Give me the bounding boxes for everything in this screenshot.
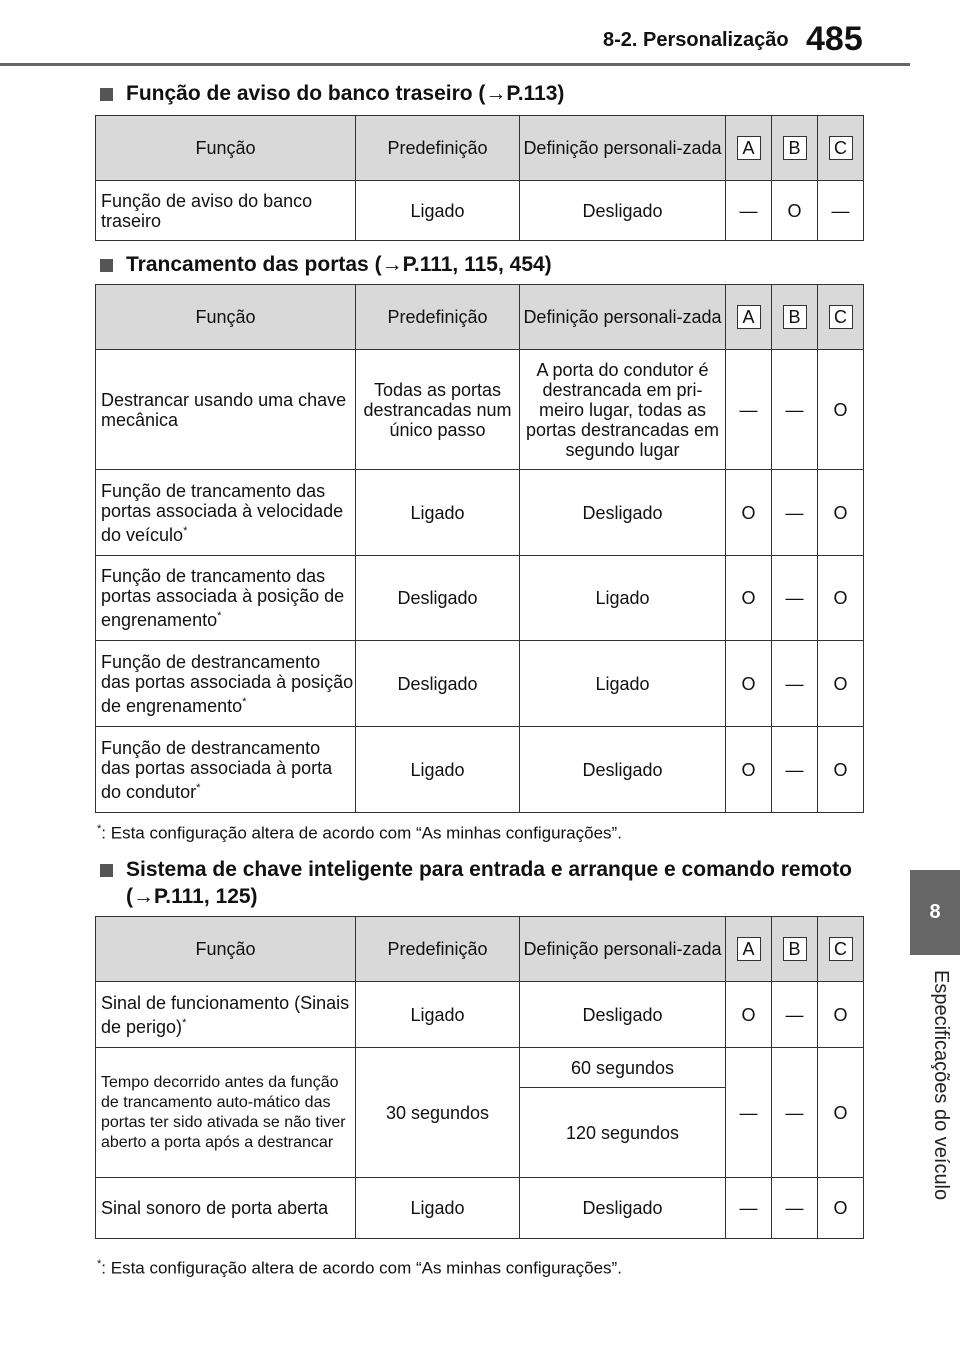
cell-b: O: [772, 181, 818, 241]
header-c: [818, 285, 864, 350]
cell-predef: 30 segundos: [356, 1048, 520, 1178]
cell-b: —: [772, 350, 818, 470]
table-header-row: [96, 116, 864, 181]
header-a: [726, 285, 772, 350]
cell-predef: Ligado: [356, 1178, 520, 1239]
cell-a: O: [726, 641, 772, 727]
cell-funcao: Sinal sonoro de porta aberta: [96, 1178, 356, 1239]
cell-predef: Todas as portas destrancadas num único passo: [356, 350, 520, 470]
footnote-marker: *: [196, 781, 201, 794]
table-row: [96, 1178, 864, 1239]
section-title-rear-seat: Função de aviso do banco traseiro (→P.113): [100, 80, 800, 107]
table-header-row: [96, 917, 864, 982]
cell-predef: Desligado: [356, 641, 520, 727]
cell-c: O: [818, 556, 864, 641]
header-c: [818, 116, 864, 181]
rear-seat-table: [95, 115, 864, 241]
cell-def: Ligado: [520, 556, 726, 641]
cell-a: —: [726, 181, 772, 241]
cell-c: O: [818, 982, 864, 1048]
chapter-tab: 8: [910, 870, 960, 955]
page-header: [0, 0, 910, 64]
cell-def-alt: 120 segundos: [520, 1088, 726, 1178]
cell-predef: Ligado: [356, 727, 520, 813]
cell-def: A porta do condutor é destrancada em pri-meiro lugar, todas as portas destrancadas em segundo lugar: [520, 350, 726, 470]
door-lock-table: [95, 284, 864, 813]
letter-c-badge: C: [829, 305, 853, 329]
letter-a-badge: A: [737, 136, 761, 160]
header-a: [726, 917, 772, 982]
letter-a-badge: A: [737, 305, 761, 329]
cell-a: O: [726, 470, 772, 556]
letter-b-badge: B: [783, 937, 807, 961]
letter-b-badge: B: [783, 136, 807, 160]
header-c: [818, 917, 864, 982]
header-funcao: Função: [96, 285, 356, 350]
header-predefinicao: Predefinição: [356, 917, 520, 982]
cell-def: Desligado: [520, 181, 726, 241]
cell-def: Desligado: [520, 470, 726, 556]
section-title-smart-key: Sistema de chave inteligente para entrada e arranque e comando remoto (→P.111, 125): [100, 856, 880, 910]
cell-c: O: [818, 1178, 864, 1239]
letter-c-badge: C: [829, 937, 853, 961]
cell-a: O: [726, 727, 772, 813]
cell-a: —: [726, 350, 772, 470]
square-bullet-icon: [100, 88, 113, 101]
cell-c: O: [818, 470, 864, 556]
page-number: 485: [806, 20, 863, 58]
cell-funcao: Função de trancamento das portas associada à velocidade do veículo*: [96, 470, 356, 556]
header-funcao: Função: [96, 917, 356, 982]
cell-b: —: [772, 982, 818, 1048]
footnote-marker: *: [217, 610, 222, 622]
cell-funcao: Função de destrancamento das portas associada à posição de engrenamento*: [96, 641, 356, 727]
section-heading: 8-2. Personalização: [603, 29, 789, 51]
cell-funcao: Destrancar usando uma chave mecânica: [96, 350, 356, 470]
header-definicao: Definição personali-zada: [520, 285, 726, 350]
table-row: [96, 641, 864, 727]
cell-a: —: [726, 1178, 772, 1239]
cell-def: Desligado: [520, 727, 726, 813]
header-a: [726, 116, 772, 181]
header-definicao: Definição personali-zada: [520, 116, 726, 181]
letter-c-badge: C: [829, 136, 853, 160]
chapter-label: Especificações do veículo: [930, 970, 952, 1201]
header-b: [772, 116, 818, 181]
cell-b: —: [772, 1178, 818, 1239]
cell-b: —: [772, 470, 818, 556]
table-row: [96, 181, 864, 241]
cell-funcao: Função de trancamento das portas associada à posição de engrenamento*: [96, 556, 356, 641]
cell-predef: Ligado: [356, 470, 520, 556]
square-bullet-icon: [100, 259, 113, 272]
header-predefinicao: Predefinição: [356, 285, 520, 350]
table-row: [96, 727, 864, 813]
smart-key-table: [95, 916, 864, 1239]
square-bullet-icon: [100, 864, 113, 877]
table-row: [96, 1048, 864, 1088]
cell-a: O: [726, 556, 772, 641]
table-row: [96, 470, 864, 556]
header-predefinicao: Predefinição: [356, 116, 520, 181]
footnote: *: Esta configuração altera de acordo com “As minhas configurações”.: [97, 823, 622, 843]
cell-a: O: [726, 982, 772, 1048]
footnote-marker: *: [182, 1016, 187, 1029]
header-b: [772, 917, 818, 982]
cell-funcao: Função de aviso do banco traseiro: [96, 181, 356, 241]
table-header-row: [96, 285, 864, 350]
cell-predef: Desligado: [356, 556, 520, 641]
cell-b: —: [772, 727, 818, 813]
cell-def: Ligado: [520, 641, 726, 727]
cell-def: 60 segundos: [520, 1048, 726, 1088]
section-title-door-lock: Trancamento das portas (→P.111, 115, 454): [100, 251, 800, 278]
table-row: [96, 982, 864, 1048]
footnote: *: Esta configuração altera de acordo com “As minhas configurações”.: [97, 1258, 622, 1278]
table-row: [96, 556, 864, 641]
cell-def: Desligado: [520, 1178, 726, 1239]
letter-b-badge: B: [783, 305, 807, 329]
cell-a: —: [726, 1048, 772, 1178]
cell-funcao: Tempo decorrido antes da função de trancamento auto-mático das portas ter sido ativada se não tiver aberto a porta após a destrancar: [96, 1048, 356, 1178]
cell-funcao: Sinal de funcionamento (Sinais de perigo)*: [96, 982, 356, 1048]
cell-predef: Ligado: [356, 982, 520, 1048]
cell-c: O: [818, 641, 864, 727]
cell-b: —: [772, 641, 818, 727]
cell-predef: Ligado: [356, 181, 520, 241]
header-b: [772, 285, 818, 350]
header-definicao: Definição personali-zada: [520, 917, 726, 982]
footnote-marker: *: [242, 695, 247, 708]
cell-def: Desligado: [520, 982, 726, 1048]
cell-c: O: [818, 1048, 864, 1178]
letter-a-badge: A: [737, 937, 761, 961]
footnote-marker: *: [183, 524, 188, 537]
cell-c: —: [818, 181, 864, 241]
cell-c: O: [818, 350, 864, 470]
table-row: [96, 350, 864, 470]
cell-b: —: [772, 1048, 818, 1178]
cell-c: O: [818, 727, 864, 813]
cell-funcao: Função de destrancamento das portas associada à porta do condutor*: [96, 727, 356, 813]
footnote-marker: *: [97, 823, 102, 835]
header-funcao: Função: [96, 116, 356, 181]
cell-b: —: [772, 556, 818, 641]
footnote-marker: *: [97, 1258, 102, 1270]
header-divider: [0, 63, 910, 66]
